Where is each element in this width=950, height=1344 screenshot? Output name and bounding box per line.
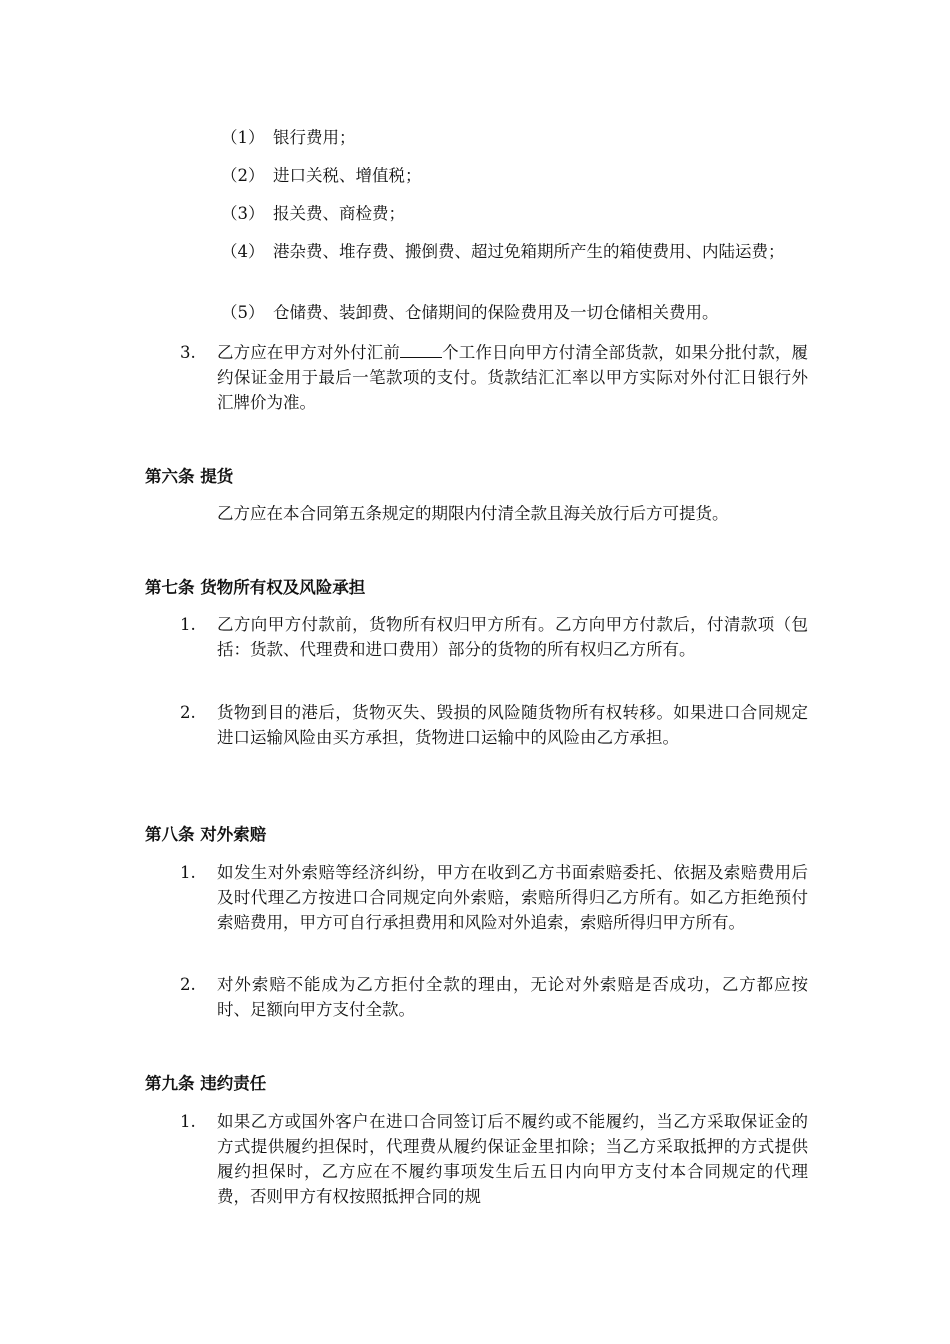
article-9-heading: 第九条 违约责任 xyxy=(145,1074,267,1093)
cost-item-number: （5） xyxy=(221,303,265,322)
cost-item xyxy=(221,163,811,188)
payment-term-item xyxy=(180,340,808,415)
cost-item xyxy=(221,239,811,264)
cost-item xyxy=(221,201,811,226)
article-7-item xyxy=(180,612,808,662)
cost-item xyxy=(221,300,811,325)
article-7-item xyxy=(180,700,808,750)
item-number: 3. xyxy=(180,343,196,362)
item-number: 1. xyxy=(180,863,196,882)
cost-item-text: 港杂费、堆存费、搬倒费、超过免箱期所产生的箱使费用、内陆运费； xyxy=(273,242,785,261)
item-text-before: 乙方应在甲方对外付汇前 xyxy=(217,343,400,362)
article-8-item xyxy=(180,860,808,935)
article-8-heading: 第八条 对外索赔 xyxy=(145,825,267,844)
cost-item-number: （1） xyxy=(221,128,265,147)
cost-item-text: 仓储费、装卸费、仓储期间的保险费用及一切仓储相关费用。 xyxy=(273,303,719,322)
item-number: 2. xyxy=(180,703,196,722)
article-9-item xyxy=(180,1109,808,1209)
article-6-text: 乙方应在本合同第五条规定的期限内付清全款且海关放行后方可提货。 xyxy=(217,504,729,523)
cost-item-text: 进口关税、增值税； xyxy=(273,166,422,185)
article-6-heading: 第六条 提货 xyxy=(145,467,234,486)
item-text-after: 个工作日向甲方付清全部货款，如果分批付款，履约保证金用于最后一笔款项的支付。货款结汇汇率以甲方实际对外付汇日银行外汇牌价为准。 xyxy=(217,343,809,412)
item-text: 乙方向甲方付款前，货物所有权归甲方所有。乙方向甲方付款后，付清款项（包括：货款、代理费和进口费用）部分的货物的所有权归乙方所有。 xyxy=(217,615,808,659)
cost-item xyxy=(221,125,811,150)
cost-item-number: （2） xyxy=(221,166,265,185)
item-text: 如发生对外索赔等经济纠纷，甲方在收到乙方书面索赔委托、依据及索赔费用后及时代理乙方按进口合同规定向外索赔，索赔所得归乙方所有。如乙方拒绝预付索赔费用，甲方可自行承担费用和风险对外追索，索赔所得归甲方所有。 xyxy=(217,863,808,932)
cost-item-text: 报关费、商检费； xyxy=(273,204,405,223)
article-8-item xyxy=(180,972,808,1022)
blank-line xyxy=(400,343,442,358)
item-number: 1. xyxy=(180,1112,196,1131)
item-number: 2. xyxy=(180,975,196,994)
cost-item-text: 银行费用； xyxy=(273,128,356,147)
item-text: 对外索赔不能成为乙方拒付全款的理由，无论对外索赔是否成功，乙方都应按时、足额向甲方支付全款。 xyxy=(217,975,808,1019)
item-text: 如果乙方或国外客户在进口合同签订后不履约或不能履约，当乙方采取保证金的方式提供履约担保时，代理费从履约保证金里扣除；当乙方采取抵押的方式提供履约担保时，乙方应在不履约事项发生后五日内向甲方支付本合同规定的代理费，否则甲方有权按照抵押合同的规 xyxy=(217,1112,808,1206)
article-7-heading: 第七条 货物所有权及风险承担 xyxy=(145,578,366,597)
item-text xyxy=(217,340,808,415)
cost-item-number: （3） xyxy=(221,204,265,223)
item-number: 1. xyxy=(180,615,196,634)
cost-item-number: （4） xyxy=(221,242,265,261)
item-text: 货物到目的港后，货物灭失、毁损的风险随货物所有权转移。如果进口合同规定进口运输风险由买方承担，货物进口运输中的风险由乙方承担。 xyxy=(217,703,808,747)
